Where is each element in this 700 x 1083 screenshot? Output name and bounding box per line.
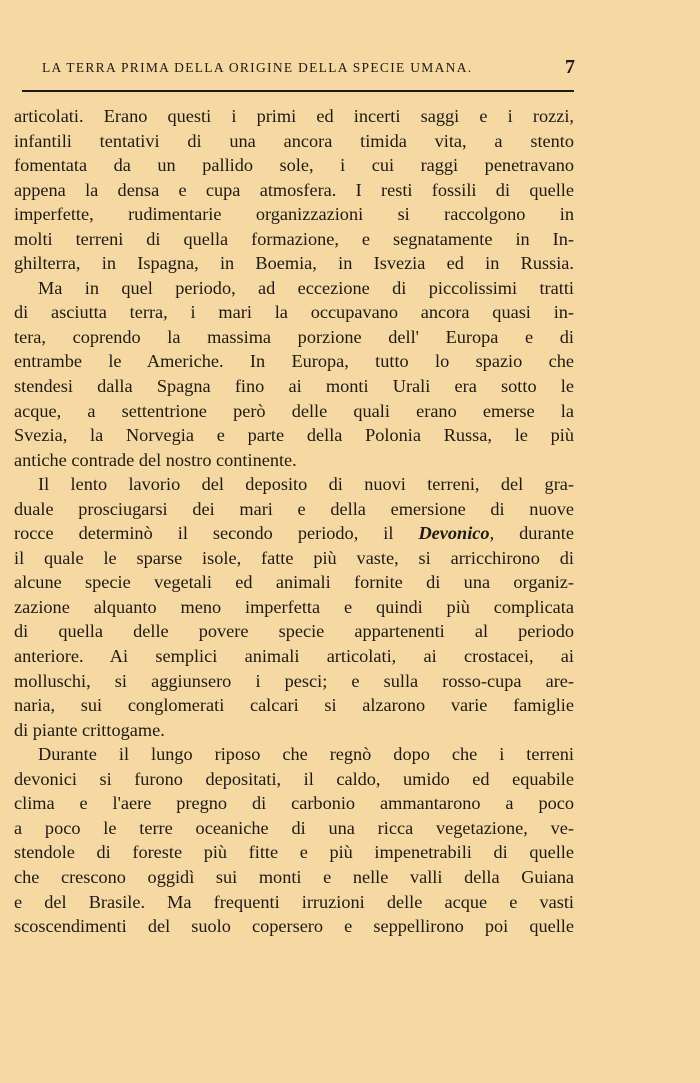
header-rule	[22, 90, 574, 92]
body-text	[14, 104, 574, 939]
text-line: duale prosciugarsi dei mari e della emersione di nuove	[14, 498, 574, 519]
text-line: stendesi dalla Spagna fino ai monti Urali era sotto le	[14, 376, 574, 397]
text-line: naria, sui conglomerati calcari si alzarono varie famiglie	[14, 695, 574, 716]
text-fragment: , durante	[489, 523, 574, 544]
text-line: ghilterra, in Ispagna, in Boemia, in Isvezia ed in Russia.	[14, 253, 574, 274]
text-line: il quale le sparse isole, fatte più vaste, si arricchirono di	[14, 547, 574, 568]
text-line: a poco le terre oceaniche di una ricca vegetazione, ve-	[14, 817, 574, 838]
text-line: che crescono oggidì sui monti e nelle valli della Guiana	[14, 866, 574, 887]
text-line: di quella delle povere specie appartenenti al periodo	[14, 621, 574, 642]
text-line: molluschi, si aggiunsero i pesci; e sulla rosso-cupa are-	[14, 670, 574, 691]
text-line: zazione alquanto meno imperfetta e quindi più complicata	[14, 596, 574, 617]
text-line: molti terreni di quella formazione, e segnatamente in In-	[14, 228, 574, 249]
paragraph-start-line: Il lento lavorio del deposito di nuovi terreni, del gra-	[38, 474, 574, 495]
italic-term: Devonico	[418, 523, 490, 544]
text-line: e del Brasile. Ma frequenti irruzioni delle acque e vasti	[14, 891, 574, 912]
text-fragment: rocce determinò il secondo periodo, il	[14, 523, 394, 544]
text-line: infantili tentativi di una ancora timida vita, a stento	[14, 130, 574, 151]
text-line: imperfette, rudimentarie organizzazioni si raccolgono in	[14, 204, 574, 225]
text-line: tera, coprendo la massima porzione dell' Europa e di	[14, 326, 574, 347]
page-number: 7	[565, 56, 575, 78]
text-line-with-italic	[14, 521, 574, 546]
paragraph-start-line: Durante il lungo riposo che regnò dopo che i terreni	[38, 744, 574, 765]
text-line: appena la densa e cupa atmosfera. I resti fossili di quelle	[14, 179, 574, 200]
text-line: antiche contrade del nostro continente.	[14, 449, 297, 470]
text-line: Svezia, la Norvegia e parte della Polonia Russa, le più	[14, 425, 574, 446]
text-line: stendole di foreste più fitte e più impenetrabili di quelle	[14, 842, 574, 863]
text-line: devonici si furono depositati, il caldo, umido ed equabile	[14, 768, 574, 789]
text-line: di piante crittogame.	[14, 719, 165, 740]
text-line: anteriore. Ai semplici animali articolati, ai crostacei, ai	[14, 646, 574, 667]
text-line: fomentata da un pallido sole, i cui raggi penetravano	[14, 155, 574, 176]
text-line: acque, a settentrione però delle quali erano emerse la	[14, 400, 574, 421]
text-line: alcune specie vegetali ed animali fornite di una organiz-	[14, 572, 574, 593]
text-line: entrambe le Americhe. In Europa, tutto lo spazio che	[14, 351, 574, 372]
text-line: articolati. Erano questi i primi ed incerti saggi e i rozzi,	[14, 106, 574, 126]
paragraph-start-line: Ma in quel periodo, ad eccezione di piccolissimi tratti	[38, 277, 574, 298]
text-line: scoscendimenti del suolo copersero e seppellirono poi quelle	[14, 916, 574, 937]
text-line: di asciutta terra, i mari la occupavano ancora quasi in-	[14, 302, 574, 323]
running-title: LA TERRA PRIMA DELLA ORIGINE DELLA SPECIE UMANA.	[42, 60, 473, 75]
text-line: clima e l'aere pregno di carbonio ammantarono a poco	[14, 793, 574, 814]
